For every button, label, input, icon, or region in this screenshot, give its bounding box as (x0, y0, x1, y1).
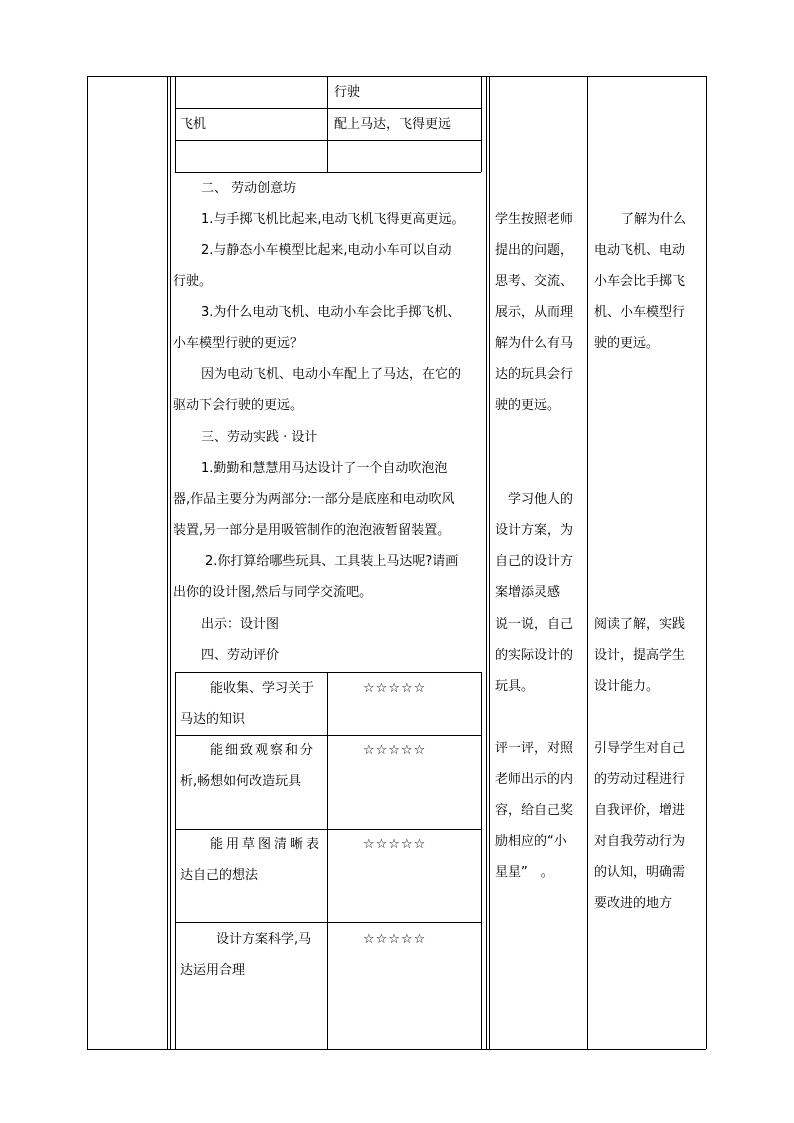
purpose-line: 的劳动过程进行 (594, 772, 686, 787)
paragraph-line: 行驶。 (173, 274, 213, 289)
paragraph-line: 2.你打算给哪些玩具、工具装上马达呢?请画 (205, 554, 459, 569)
student-activity-line: 设计方案，为 (495, 523, 574, 538)
purpose-line: 要改进的地方 (594, 896, 673, 911)
purpose-line: 了解为什么 (621, 212, 687, 227)
paragraph-line: 出你的设计图,然后与同学交流吧。 (173, 585, 373, 600)
student-activity-line: 提出的问题， (495, 243, 574, 258)
section-title: 二、 劳动创意坊 (201, 181, 297, 196)
eval-criterion: 达运用合理 (180, 963, 246, 978)
section-title: 三、劳动实践 · 设计 (201, 430, 318, 445)
top-table-cell-text: 行驶 (334, 85, 361, 100)
purpose-line: 机、小车模型行 (594, 305, 686, 320)
student-activity-line: 评一评，对照 (495, 741, 574, 756)
student-activity-line: 解为什么有马 (495, 336, 574, 351)
top-table-cell-text: 配上马达，飞得更远 (334, 117, 452, 132)
column-divider-1 (167, 76, 168, 1049)
paragraph-line: 装置,另一部分是用吸管制作的泡泡液暂留装置。 (173, 523, 451, 538)
purpose-line: 驶的更远。 (594, 336, 660, 351)
student-activity-line: 学生按照老师 (495, 212, 574, 227)
star-rating: ☆☆☆☆☆ (363, 681, 427, 696)
eval-criterion: 析,畅想如何改造玩具 (180, 774, 302, 789)
star-rating: ☆☆☆☆☆ (363, 837, 427, 852)
student-activity-line: 展示，从而理 (495, 305, 574, 320)
paragraph-line: 2.与静态小车模型比起来,电动小车可以自动 (201, 243, 452, 258)
student-activity-line: 老师出示的内 (495, 772, 574, 787)
student-activity-line: 励相应的“小 (495, 834, 567, 849)
eval-criterion: 马达的知识 (180, 712, 246, 727)
purpose-line: 电动飞机、电动 (594, 243, 686, 258)
eval-criterion: 达自己的想法 (180, 868, 259, 883)
student-activity-line: 驶的更远。 (495, 398, 561, 413)
paragraph-line: 出示：设计图 (201, 617, 280, 632)
top-table-cell-text: 飞机 (180, 117, 207, 132)
outer-right-border (706, 76, 707, 1049)
student-activity-line: 的实际设计的 (495, 648, 574, 663)
student-activity-line: 玩具。 (495, 679, 535, 694)
paragraph-line: 1.勤勤和慧慧用马达设计了一个自动吹泡泡 (201, 461, 448, 476)
star-rating: ☆☆☆☆☆ (363, 743, 427, 758)
student-activity-line: 星星” 。 (495, 865, 554, 880)
eval-criterion: 设计方案科学,马 (216, 932, 312, 947)
purpose-line: 自我评价，增进 (594, 803, 686, 818)
paragraph-line: 3.为什么电动飞机、电动小车会比手掷飞机、 (201, 305, 461, 320)
paragraph-line: 小车模型行驶的更远？ (173, 336, 304, 351)
outer-top-border (87, 76, 706, 77)
student-activity-line: 案增添灵感 (495, 585, 561, 600)
column-divider-3 (587, 76, 588, 1049)
outer-bottom-border (87, 1049, 706, 1050)
purpose-line: 小车会比手掷飞 (594, 274, 686, 289)
purpose-line: 阅读了解，实践 (594, 617, 686, 632)
outer-left-border (87, 76, 88, 1049)
paragraph-line: 器,作品主要分为两部分:一部分是底座和电动吹风 (173, 492, 455, 507)
paragraph-line: 因为电动飞机、电动小车配上了马达，在它的 (201, 367, 462, 382)
purpose-line: 对自我劳动行为 (594, 834, 686, 849)
eval-criterion: 能收集、学习关于 (210, 681, 315, 696)
star-rating: ☆☆☆☆☆ (363, 932, 427, 947)
student-activity-line: 自己的设计方 (495, 554, 574, 569)
eval-criterion: 能用草图清晰表 (210, 837, 323, 852)
column-divider-2b (489, 76, 490, 1049)
purpose-line: 引导学生对自己 (594, 741, 686, 756)
purpose-line: 设计能力。 (594, 679, 660, 694)
student-activity-line: 说一说，自己 (495, 617, 574, 632)
eval-criterion: 能细致观察和分 (210, 743, 316, 758)
student-activity-line: 思考、交流、 (495, 274, 574, 289)
purpose-line: 的认知，明确需 (594, 865, 686, 880)
purpose-line: 设计，提高学生 (594, 648, 686, 663)
student-activity-line: 学习他人的 (508, 492, 574, 507)
student-activity-line: 达的玩具会行 (495, 367, 574, 382)
column-divider-1b (170, 76, 171, 1049)
section-title: 四、劳动评价 (201, 648, 280, 663)
column-divider-2 (486, 76, 487, 1049)
student-activity-line: 容，给自己奖 (495, 803, 574, 818)
paragraph-line: 驱动下会行驶的更远。 (173, 398, 304, 413)
paragraph-line: 1.与手掷飞机比起来,电动飞机飞得更高更远。 (201, 212, 465, 227)
